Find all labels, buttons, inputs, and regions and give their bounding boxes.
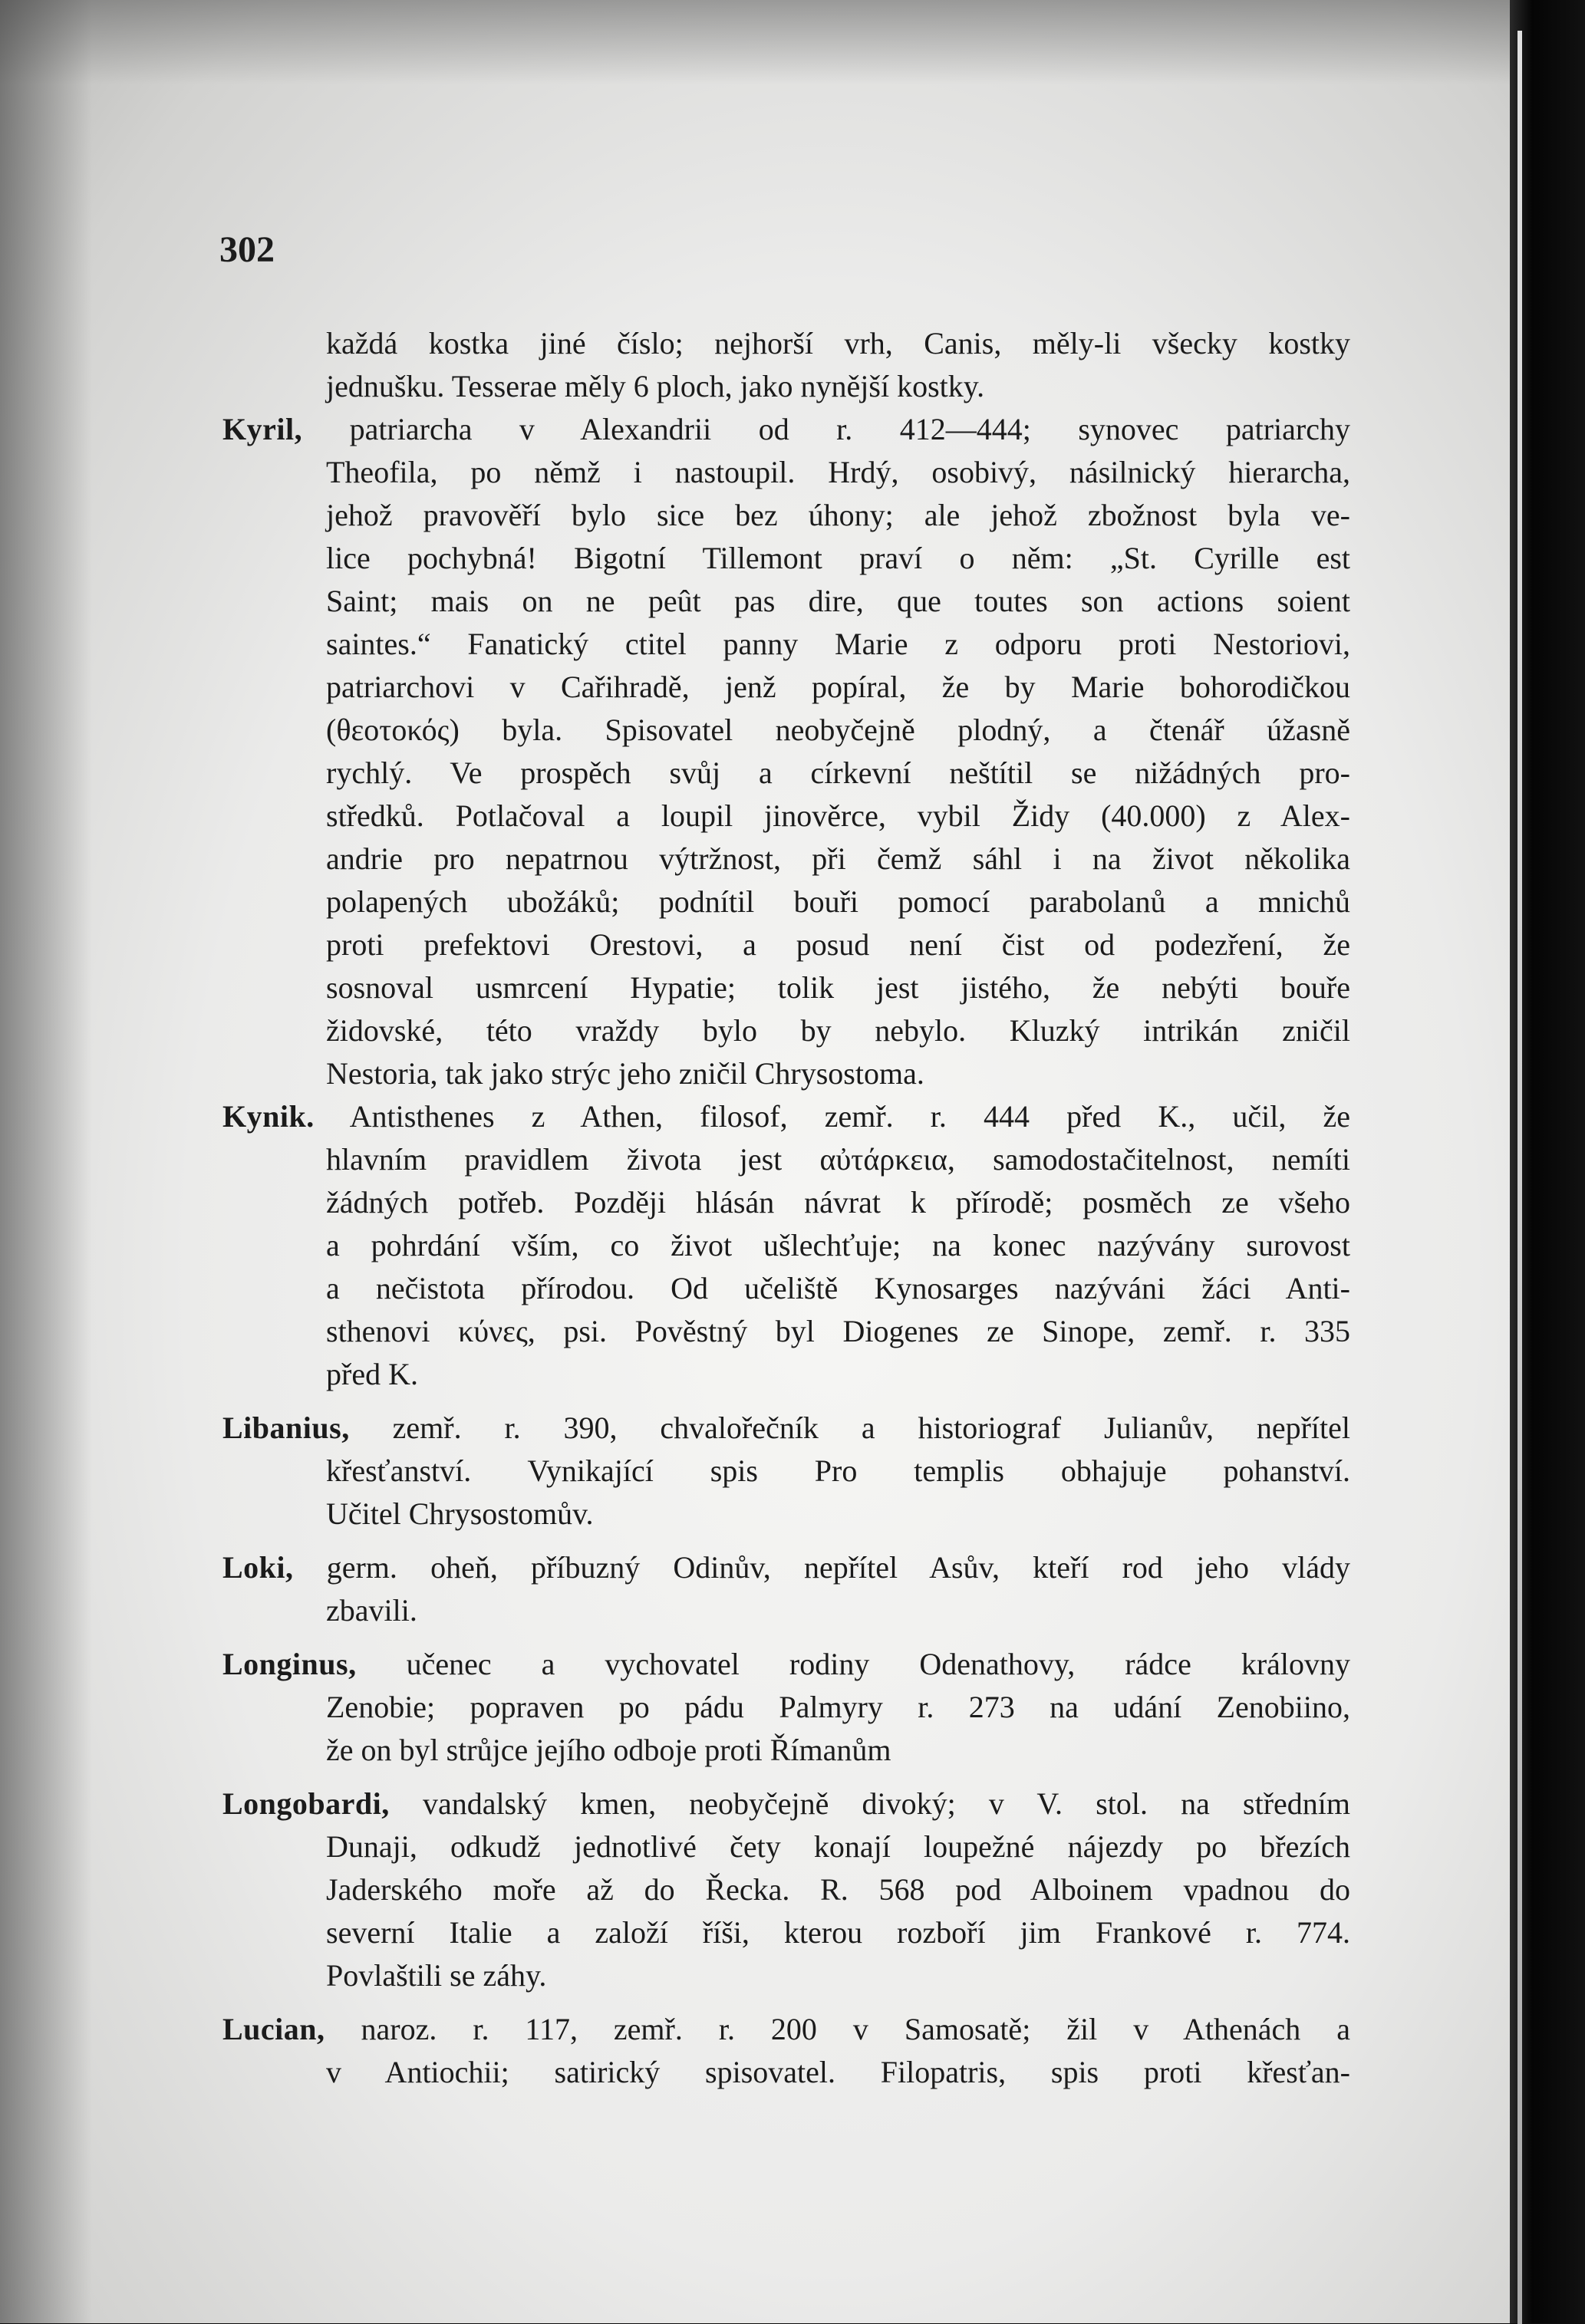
- page-number: 302: [219, 229, 275, 270]
- text-line: a pohrdání vším, co život ušlechťuje; na konec nazývány surovost: [326, 1228, 1350, 1262]
- headword: Longobardi,: [222, 1786, 390, 1821]
- text-line: židovské, této vraždy bylo by nebylo. Kluzký intrikán zničil: [326, 1013, 1350, 1048]
- headword: Loki,: [222, 1550, 294, 1585]
- text-line: v Antiochii; satirický spisovatel. Filopatris, spis proti křesťan-: [326, 2055, 1350, 2089]
- entry-first-line: [222, 1095, 1350, 1138]
- text-line: sthenovi κύνες, psi. Pověstný byl Diogenes ze Sinope, zemř. r. 335: [326, 1314, 1350, 1348]
- text-line: jednušku. Tesserae měly 6 ploch, jako nynější kostky.: [326, 369, 985, 403]
- entry-lucian: [222, 2008, 1350, 2094]
- entry-first-line: [222, 1643, 1350, 1686]
- entry-text: vandalský kmen, neobyčejně divoký; v V. stol. na středním: [422, 1786, 1350, 1821]
- text-line: zbavili.: [326, 1593, 417, 1628]
- text-line: Saint; mais on ne peût pas dire, que toutes son actions soient: [326, 584, 1350, 618]
- text-line: hlavním pravidlem života jest αὐτάρκεια, samodostačitelnost, nemíti: [326, 1142, 1350, 1177]
- text-line: andrie pro nepatrnou výtržnost, při čemž sáhl i na život několika: [326, 841, 1350, 876]
- text-line: a nečistota přírodou. Od učeliště Kynosarges nazýváni žáci Anti-: [326, 1271, 1350, 1305]
- entry-kyril: [222, 408, 1350, 1095]
- entry-first-line: [222, 1546, 1350, 1589]
- entry-text: Antisthenes z Athen, filosof, zemř. r. 444 před K., učil, že: [349, 1099, 1350, 1134]
- entry-text: germ. oheň, příbuzný Odinův, nepřítel Asův, kteří rod jeho vlády: [326, 1550, 1351, 1585]
- text-line: před K.: [326, 1357, 418, 1391]
- entry-text: naroz. r. 117, zemř. r. 200 v Samosatě; žil v Athenách a: [361, 2012, 1351, 2046]
- entry-text: patriarcha v Alexandrii od r. 412—444; synovec patriarchy: [349, 412, 1350, 446]
- headword: Longinus,: [222, 1647, 357, 1681]
- text-line: Zenobie; popraven po pádu Palmyry r. 273 na udání Zenobiino,: [326, 1690, 1350, 1724]
- headword: Libanius,: [222, 1411, 350, 1445]
- entry-libanius: [222, 1407, 1350, 1536]
- headword: Kyril,: [222, 412, 303, 446]
- text-line: křesťanství. Vynikající spis Pro templis obhajuje pohanství.: [326, 1453, 1350, 1488]
- text-line: sosnoval usmrcení Hypatie; tolik jest jistého, že nebýti bouře: [326, 970, 1350, 1005]
- entry-longobardi: [222, 1783, 1350, 1997]
- text-line: (θεοτοκός) byla. Spisovatel neobyčejně plodný, a čtenář úžasně: [326, 713, 1350, 747]
- page-edge-line: [1517, 31, 1522, 2324]
- text-line: jehož pravověří bylo sice bez úhony; ale jehož zbožnost byla ve-: [326, 498, 1350, 532]
- headword: Lucian,: [222, 2012, 325, 2046]
- entry-longinus: [222, 1643, 1350, 1772]
- entry-first-line: [222, 1407, 1350, 1450]
- text-line: patriarchovi v Cařihradě, jenž popíral, že by Marie bohorodičkou: [326, 670, 1350, 704]
- page-shadow-left: [0, 0, 92, 2323]
- page-shadow-top: [0, 0, 1510, 84]
- text-line: polapených ubožáků; podnítil bouři pomocí parabolanů a mnichů: [326, 884, 1350, 919]
- text-line: lice pochybná! Bigotní Tillemont praví o něm: „St. Cyrille est: [326, 541, 1350, 575]
- text-line: severní Italie a založí říši, kterou rozboří jim Frankové r. 774.: [326, 1915, 1350, 1950]
- entry-first-line: [222, 1783, 1350, 1825]
- text-line: Jaderského moře až do Řecka. R. 568 pod Alboinem vpadnou do: [326, 1872, 1350, 1907]
- headword: Kynik.: [222, 1099, 315, 1134]
- entry-text: učenec a vychovatel rodiny Odenathovy, rádce královny: [406, 1647, 1351, 1681]
- entry-first-line: [222, 2008, 1350, 2051]
- text-line: žádných potřeb. Později hlásán návrat k přírodě; posměch ze všeho: [326, 1185, 1350, 1220]
- text-line: saintes.“ Fanatický ctitel panny Marie z odporu proti Nestoriovi,: [326, 627, 1350, 661]
- page-text: [222, 322, 1350, 2094]
- text-line: Nestoria, tak jako strýc jeho zničil Chrysostoma.: [326, 1056, 924, 1091]
- entry-loki: [222, 1546, 1350, 1632]
- text-line: Dunaji, odkudž jednotlivé čety konají loupežné nájezdy po březích: [326, 1829, 1350, 1864]
- text-line: proti prefektovi Orestovi, a posud není čist od podezření, že: [326, 927, 1350, 962]
- text-line: Povlaštili se záhy.: [326, 1958, 547, 1993]
- text-line: že on byl strůjce jejího odboje proti Římanům: [326, 1733, 891, 1767]
- text-line: Theofila, po němž i nastoupil. Hrdý, osobivý, násilnický hierarcha,: [326, 455, 1350, 489]
- entry-text: zemř. r. 390, chvalořečník a historiograf Julianův, nepřítel: [392, 1411, 1351, 1445]
- text-line: Učitel Chrysostomův.: [326, 1496, 594, 1531]
- text-line: středků. Potlačoval a loupil jinověrce, vybil Židy (40.000) z Alex-: [326, 798, 1350, 833]
- entry-first-line: [222, 408, 1350, 451]
- text-line: každá kostka jiné číslo; nejhorší vrh, Canis, měly-li všecky kostky: [326, 326, 1350, 360]
- entry-kynik: [222, 1095, 1350, 1396]
- text-line: rychlý. Ve prospěch svůj a církevní neštítil se nižádných pro-: [326, 755, 1350, 790]
- entry-intro: [222, 322, 1350, 408]
